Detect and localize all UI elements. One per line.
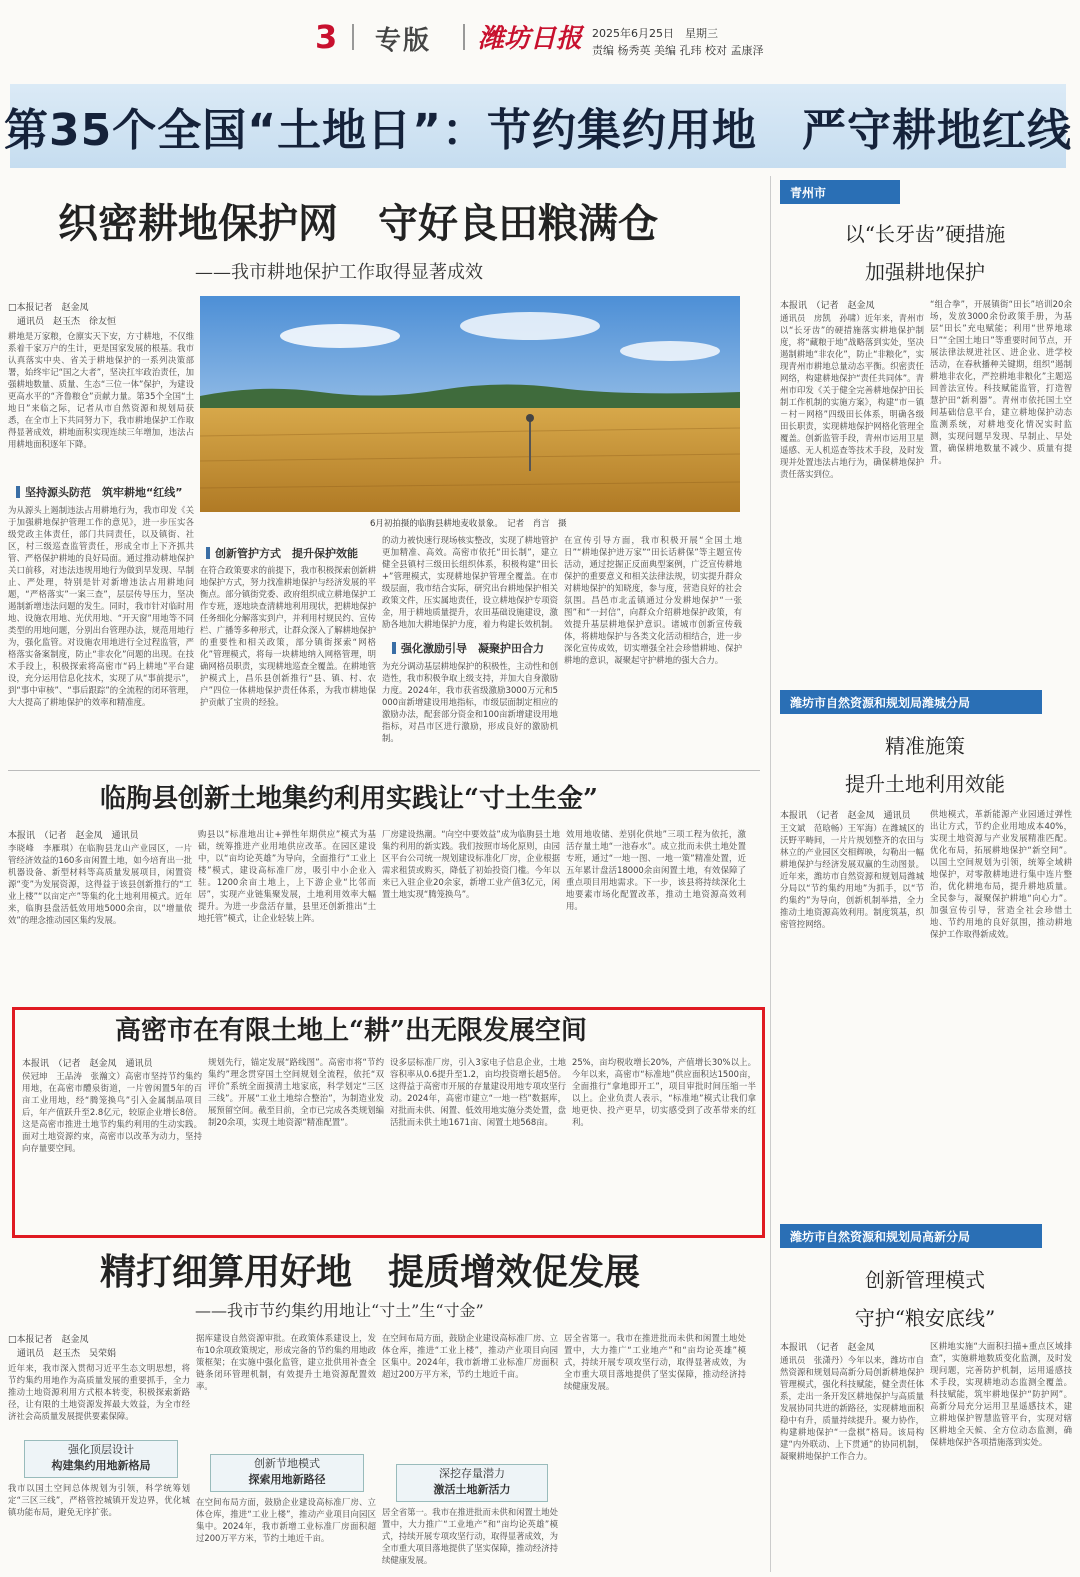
story1-subtitle: ——我市耕地保护工作取得显著成效	[195, 262, 483, 283]
divider	[8, 770, 760, 771]
page-number: 3	[315, 18, 338, 56]
story4-byline: □本报记者 赵金凤	[8, 1335, 89, 1345]
story4-text: 居全省第一。我市在推进批而未供和闲置土地处置中，大力推广“工业地产”和“亩均论英雄”模式，持续开展专项攻坚行动，取得显著成效，为全市重大项目落地提供了坚实保障，推动经济持续健康发展。	[564, 1333, 746, 1391]
story3-byline: 本报讯 （记者 赵金凤 通讯员	[22, 1059, 153, 1069]
side3-title: 守护“粮安底线”	[854, 1306, 996, 1330]
side3-tag: 潍坊市自然资源和规划局高新分局	[780, 1224, 1042, 1248]
story3-text: 规划先行，锚定发展“路线图”。高密市将“节约集约”理念贯穿国土空间规划全流程，依托“双评价”系统全面摸清土地家底，科学划定“三区三线”。开展“工业土地综合整治”，为制造业发展预留空间。截至目前，全市已完成各类规划编制20余项，实现土地资源“精准配置”。	[208, 1057, 384, 1127]
photo-caption: 6月初拍摄的临朐县耕地麦收景象。 记者 肖言 摄	[370, 519, 567, 529]
side2-title: 精准施策	[885, 734, 965, 758]
side1-tag: 青州市	[780, 180, 900, 204]
story4-subhead-box: 深挖存量潜力 激活土地新活力	[396, 1464, 548, 1502]
story4-text: 在空间布局方面，鼓励企业建设高标准厂房、立体仓库，推进“工业上楼”，推动产业项目向园区集中。2024年，我市新增工业标准厂房面积超过200万平方米，节约土地近千亩。	[196, 1497, 376, 1543]
story1-text: 为充分调动基层耕地保护的积极性，主动性和创造性，我市积极争取上级支持，并加大自身激励力度。2024年，我市获省级激励3000万元和5000亩新增建设用地指标，市级层面制定相应的激励办法，配套部分资金和100亩新增建设用地指标，对昌市区进行激励，形成良好的激励机制。	[382, 661, 558, 743]
side1-text: “组合拳”，开展镇街“田长”培训20余场，发放3000余份政策手册，为基层“田长”充电赋能；利用“世界地球日”“全国土地日”等重要时间节点，开展法律法规进社区、进企业、进学校活动，在春秋播种关键期，组织“遏制耕地非农化，严控耕地非粮化”主题巡回普法宣传。科技赋能监管，打造智慧护田“新利器”。青州市依托国土空间基础信息平台，建立耕地保护动态监测系统，对耕地变化情况实时监测，实现问题早发现、早制止、早处置，确保耕地数量不减少、质量有提升。	[930, 299, 1072, 465]
masthead	[0, 0, 1080, 80]
story1-text: 在符合政策要求的前提下，我市积极探索创新耕地保护方式，努力找准耕地保护与经济发展的平衡点。部分镇街党委、政府组织成立耕地保护工作专班，逐地块查清耕地利用现状，把耕地保护任务细化分解落实到户，并利用村规民约、宣传栏、广播等多种形式，让群众深入了解耕地保护的重要性和相关政策，部分镇街探索“网格化”管理模式，将每一块耕地纳入网格管理，明确网格员职责，实现耕地巡查全覆盖。在耕地管护模式上，昌乐县创新推行“县、镇、村、农户”四位一体耕地保护责任体系，为我市耕地保护贡献了宝贵的经验。	[200, 565, 376, 707]
section-name: 专版	[375, 26, 432, 56]
story2-byline: 本报讯 （记者 赵金凤 通讯员	[8, 831, 139, 841]
story2-text: 效用地收储、差别化供地”三项工程为依托，激活存量土地“一池春水”。成立批而未供土地处置专班，通过“一地一图、一地一策”精准处置，近五年累计盘活18000余亩闲置土地，有效保障了重点项目用地需求。下一步，该县将持续深化土地要素市场化配置改革，推动土地资源高效利用。	[566, 829, 746, 911]
side3-text: 区耕地实施“大面积扫描+重点区域排查”，实施耕地数质变化监测，及时发现问题，完善防护机制，运用遥感技术手段，实现耕地动态监测全覆盖。科技赋能，筑牢耕地保护“防护网”。高新分局充分运用卫星遥感技术，建立耕地保护智慧监管平台，实现对辖区耕地全天候、全方位动态监测，确保耕地保护各项措施落到实处。	[930, 1341, 1072, 1447]
page-banner	[3, 84, 1073, 168]
story4-text: 近年来，我市深入贯彻习近平生态文明思想，将节约集约用地作为高质量发展的重要抓手，全力推动土地资源利用方式根本转变，积极探索新路径，让有限的土地资源发挥最大效益，为全市经济社会高质量发展提供要素保障。	[8, 1363, 190, 1421]
paper-logo: 潍坊日报	[478, 24, 583, 54]
story1-subhead: 强化激励引导 凝聚护田合力	[392, 640, 544, 656]
story4-byline: 通讯员 赵玉杰 吴荣娟	[8, 1349, 117, 1359]
divider	[352, 24, 354, 50]
story1-lead: 耕地是万家粮，仓廪实天下安，方寸耕地，不仅维系着千家万户的生计，更是国家发展的根基。我市认真落实中央、省关于耕地保护的一系列决策部署，始终牢记“国之大者”，坚决扛牢政治责任，加强耕地数量、质量、生态“三位一体”保护，为建设更高水平的“齐鲁粮仓”贡献力量。第35个全国“土地日”来临之际，记者从市自然资源和规划局获悉，在全市上下共同努力下，我市耕地保护工作取得显著成效，耕地面积实现连续三年增加，违法占用耕地面积逐年下降。	[8, 331, 194, 449]
story1-subhead: 坚持源头防范 筑牢耕地“红线”	[16, 484, 182, 500]
side1-title: 以“长牙齿”硬措施	[844, 222, 1006, 246]
story1-text: 为从源头上遏制违法占用耕地行为，我市印发《关于加强耕地保护管理工作的意见》，进一步压实各级党政主体责任，部门共同责任，以及镇街、社区，村三级巡查监管责任，形成全市上下齐抓共管、严格保护耕地的良好局面。通过推动耕地保护关口前移，对违法违规用地行为做到早发现、早制止、严处理，特别是针对新增违法占用耕地问题，“严格落实”一案三查”，层层传导压力，坚决遏制新增违法问题的发生。同时，我市针对临时用地、设施农用地、光伏用地、“开天窗”用地等不同类型的用地问题，分别出台管理办法，规范用地行为，强化监管。对设施农用地进行全过程监管，严格落实备案制度，防止“非农化”问题的出现。在技术手段上，积极探索将高密市“码上耕地”平台建设，充分运用信息化技术，实现了从“事前提示”，到“事中审核”、“事后跟踪”的全流程的闭环管理，大大提高了耕地保护的效率和精准度。	[8, 505, 194, 707]
story2-text: 李晓峰 李雁琪）在临朐县龙山产业园区，一片管经济效益的160多亩闲置土地，如今培育出一批机器设备、新型材料等高质量发展项目，闲置资源“变”为发展资源，这得益于该县创新推行的“工业上楼”“以亩定产”等集约化土地利用模式。近年来，临朐县盘活低效用地5000余亩，以“增量依效”的理念推动园区集约发展。	[8, 843, 192, 925]
story4-subhead-box: 创新节地模式 探索用地新路径	[210, 1454, 364, 1492]
side3-title: 创新管理模式	[865, 1268, 985, 1292]
story2-title: 临朐县创新土地集约利用实践让“寸土生金”	[100, 784, 598, 814]
wheat-field-photo	[200, 296, 740, 512]
story3-title: 高密市在有限土地上“耕”出无限发展空间	[115, 1016, 587, 1046]
column-divider	[770, 176, 771, 1572]
story2-text: 购县以“标准地出让+弹性年期供应”模式为基础，统筹推进产业用地供应改革。在园区建设中，以“亩均论英雄”为导向，全面推行“工业上楼”模式，建设高标准厂房，吸引中小企业入驻。1200余亩土地上，上下游企业“比邻而居”，实现产业链集聚发展，土地利用效率大幅提升。为进一步盘活存量，县里还创新推出“土地托管”模式，让企业轻装上阵。	[198, 829, 376, 923]
story4-title: 精打细算用好地 提质增效促发展	[100, 1251, 641, 1293]
editors-line: 责编 杨秀英 美编 孔玮 校对 孟康泽	[592, 44, 764, 57]
side2-text: 供地模式，革新能源产业园通过弹性出让方式，节约企业用地成本40%，实现土地资源与产业发展精准匹配。优化布局，拓展耕地保护“新空间”。以国土空间规划为引领，统筹全域耕地保护，对零散耕地进行集中连片整治，优化耕地布局，提升耕地质量。全民参与，凝聚保护耕地“向心力”。加强宣传引导，营造全社会珍惜土地、节约用地的良好氛围，推动耕地保护工作取得新成效。	[930, 809, 1072, 939]
story3-text: 侯冠坤 王品涛 张瀚文）高密市坚持节约集约用地，在高密市醴泉街道，一片曾闲置5年的百亩工业用地，经“腾笼换鸟”引入金属制品项目后，年产值跃升至2.8亿元，较原企业增长8倍。这是高密市推进土地节约集约利用的生动实践。面对土地资源约束，高密市以改革为动力，坚持向存量要空间。	[22, 1071, 202, 1153]
story3-text: 设多层标准厂房，引入3家电子信息企业，土地容积率从0.6提升至1.2，亩均投资增长超5倍。这得益于高密市开展的存量建设用地专项攻坚行动。2024年，高密市建立“一地一档”数据库，对批而未供、闲置、低效用地实施分类处置，盘活批而未供土地1671亩、闲置土地568亩。	[390, 1057, 566, 1127]
side1-text: 通讯员 房凯 孙啸）近年来，青州市以“长牙齿”的硬措施落实耕地保护制度，将“藏粮于地”战略落到实处，坚决遏制耕地“非农化”，防止“非粮化”，实现青州市耕地总量动态平衡。织密责任网络，构建耕地保护“责任共同体”。青州市印发《关于健全完善耕地保护田长制工作机制的实施方案》，构建“市－镇－村－网格”四级田长体系，明确各级田长职责，实现耕地保护网格化管理全覆盖。创新监管手段，青州市运用卫星遥感、无人机巡查等技术手段，及时发现并处置违法占地行为，确保耕地保护责任落实到位。	[780, 313, 924, 479]
story1-subhead: 创新管护方式 提升保护效能	[206, 545, 358, 561]
story4-text: 我市以国土空间总体规划为引领，科学统筹划定“三区三线”，严格管控城镇开发边界，优化城镇功能布局，避免无序扩张。	[8, 1483, 190, 1517]
story2-text: 厂房建设热潮。“向空中要效益”成为临朐县土地集约利用的新实践。我们按照市场化原则，由园区平台公司统一规划建设标准化厂房，企业根据需求租赁或购买，降低了初始投资门槛。今年以来已入驻企业20余家，新增工业产值3亿元，闲置土地实现“腾笼换鸟”。	[382, 829, 560, 899]
story4-text: 居全省第一。我市在推进批而未供和闲置土地处置中，大力推广“工业地产”和“亩均论英雄”模式，持续开展专项攻坚行动，取得显著成效，为全市重大项目落地提供了坚实保障，推动经济持续健康发展。	[382, 1507, 558, 1565]
side2-text: 王文斌 范晗畅）王军海）在潍城区的沃野平畴间，一片片规划整齐的农田与林立的产业园区交相辉映，勾勒出一幅耕地保护与经济发展双赢的生动图景。近年来，潍坊市自然资源和规划局潍城分局以“节约集约用地”为抓手，以“节约集约”为导向，创新机制举措，全力推动土地资源高效利用。制度筑基，织密管控网络。	[780, 823, 924, 929]
date-line: 2025年6月25日 星期三	[592, 27, 718, 40]
story1-text: 的动力被快速行现场核实整改，实现了耕地管护更加精准、高效。高密市依托“田长制”，建立健全县镇村三级田长组织体系，积极构建“田长+”管理模式，实现耕地保护管理全覆盖。在市级层面，我市结合实际，研究出台耕地保护相关政策文件，压实属地责任，设立耕地保护专项资金，用于耕地质量提升，农田基础设施建设，激励各地加大耕地保护力度，着力构建长效机制。	[382, 535, 558, 629]
story4-text: 在空间布局方面，鼓励企业建设高标准厂房、立体仓库，推进“工业上楼”，推动产业项目向园区集中。2024年，我市新增工业标准厂房面积超过200万平方米，节约土地近千亩。	[382, 1333, 558, 1379]
story1-byline: □本报记者 赵金凤	[8, 303, 89, 313]
story3-text: 25%，亩均税收增长20%，产值增长30%以上。今年以来，高密市“标准地”供应面积达1500亩，全面推行“拿地即开工”，项目审批时间压缩一半以上。企业负责人表示，“标准地”模式让我们拿地更快、投产更早，切实感受到了改革带来的红利。	[572, 1057, 756, 1127]
banner-headline: 第35个全国“土地日”：节约集约用地 严守耕地红线	[3, 105, 1073, 156]
side3-text: 通讯员 张潇丹）今年以来，潍坊市自然资源和规划局高新分局创新耕地保护管理模式，强化科技赋能，健全责任体系，走出一条开发区耕地保护与高质量发展协同共进的新路径，实现耕地面积稳中有升，质量持续提升。聚力协作，构建耕地保护“一盘棋”格局。该局构建“内外联动、上下贯通”的协同机制，凝聚耕地保护工作合力。	[780, 1355, 924, 1461]
story4-text: 据库建设自然资源审批。在政策体系建设上，发布10余项政策规定，形成完备的节约集约用地政策框架；在实施中强化监管，建立批供用补查全链条闭环管理机制，有效提升土地资源配置效率。	[196, 1333, 376, 1391]
side2-title: 提升土地利用效能	[845, 772, 1005, 796]
side1-byline: 本报讯 （记者 赵金凤	[780, 301, 875, 311]
side2-byline: 本报讯 （记者 赵金凤 通讯员	[780, 811, 911, 821]
side3-byline: 本报讯 （记者 赵金凤	[780, 1343, 875, 1353]
story1-text: 在宣传引导方面，我市积极开展“全国土地日”“耕地保护进万家”“田长话耕保”等主题宣传活动，通过挖掘正反面典型案例，广泛宣传耕地保护的重要意义和相关法律法规，切实提升群众对耕地保护的知晓度，参与度，营造良好的社会氛围。昌邑市北孟镇通过分发耕地保护“一张图”和“一封信”，向群众介绍耕地保护政策，有效提升基层耕地保护意识。诸城市创新宣传载体，将耕地保护与各类文化活动相结合，进一步深化宣传成效，切实增强全社会珍惜耕地、保护耕地的意识，凝聚起守护耕地的强大合力。	[564, 535, 742, 665]
divider	[463, 24, 465, 50]
side2-tag: 潍坊市自然资源和规划局潍城分局	[780, 690, 1042, 714]
side1-title: 加强耕地保护	[865, 260, 985, 284]
story1-title: 织密耕地保护网 守好良田粮满仓	[58, 200, 658, 247]
story4-subtitle: ——我市节约集约用地让“寸土”生“寸金”	[195, 1301, 484, 1320]
story1-byline: 通讯员 赵玉杰 徐友恒	[8, 317, 117, 327]
story4-subhead-box: 强化顶层设计 构建集约用地新格局	[24, 1440, 178, 1478]
